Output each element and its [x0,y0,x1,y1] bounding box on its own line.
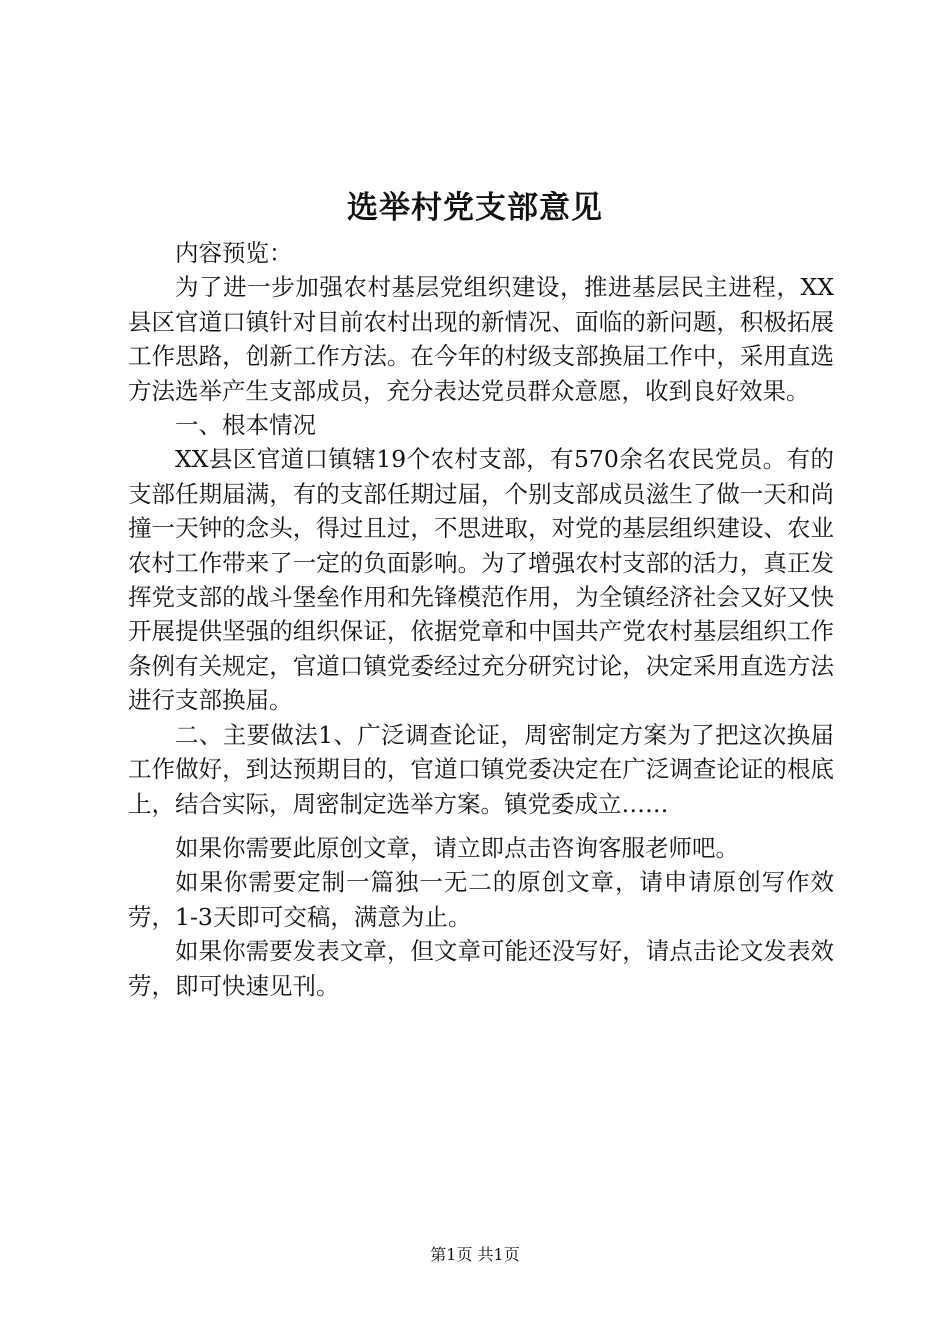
promo-custom-writing-link[interactable]: 如果你需要定制一篇独一无二的原创文章，请申请原创写作效劳，1-3天即可交稿，满意为止。 [128,868,834,931]
body-paragraph-intro: 为了进一步加强农村基层党组织建设，推进基层民主进程，XX县区官道口镇针对目前农村出现的新情况、面临的新问题，积极拓展工作思路，创新工作方法。在今年的村级支部换届工作中，采用直选方法选举产生支部成员，充分表达党员群众意愿，收到良好效果。 [128,273,834,405]
page-number-footer: 第1页 共1页 [430,1245,520,1264]
body-paragraph-methods: 二、主要做法1、广泛调查论证，周密制定方案为了把这次换届工作做好，到达预期目的，官道口镇党委决定在广泛调查论证的根底上，结合实际，周密制定选举方案。镇党委成立…… [128,720,834,818]
section-heading-basic-situation: 一、根本情况 [175,411,316,440]
promo-publishing-link[interactable]: 如果你需要发表文章，但文章可能还没写好，请点击论文发表效劳，即可快速见刊。 [128,937,834,1000]
promo-consult-link[interactable]: 如果你需要此原创文章，请立即点击咨询客服老师吧。 [175,833,739,862]
preview-label: 内容预览： [175,239,293,267]
document-body [128,236,834,1003]
document-title: 选举村党支部意见 [347,190,603,226]
body-paragraph-situation: XX县区官道口镇辖19个农村支部，有570余名农民党员。有的支部任期届满，有的支部任期过届，个别支部成员滋生了做一天和尚撞一天钟的念头，得过且过，不思进取，对党的基层组织建设、农业农村工作带来了一定的负面影响。为了增强农村支部的活力，真正发挥党支部的战斗堡垒作用和先锋模范作用，为全镇经济社会又好又快开展提供坚强的组织保证，依据党章和中国共产党农村基层组织工作条例有关规定，官道口镇党委经过充分研究讨论，决定采用直选方法进行支部换届。 [128,445,834,715]
